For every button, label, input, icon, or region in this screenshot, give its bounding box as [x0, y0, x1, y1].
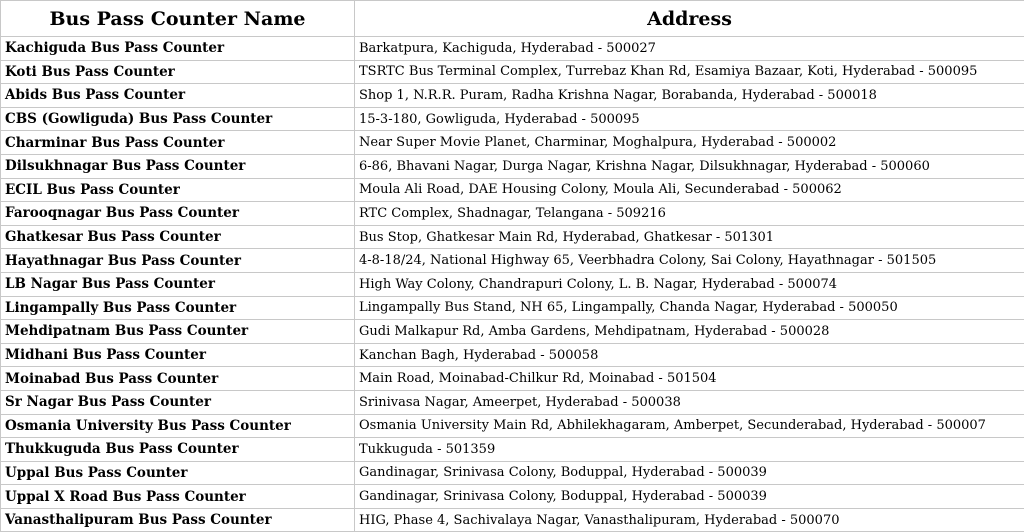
- address-cell: Bus Stop, Ghatkesar Main Rd, Hyderabad, Ghatkesar - 501301: [355, 225, 1024, 249]
- counter-name-cell: Sr Nagar Bus Pass Counter: [1, 390, 355, 414]
- column-header-name: Bus Pass Counter Name: [1, 1, 355, 37]
- table-row: [1, 272, 1024, 296]
- address-cell: Osmania University Main Rd, Abhilekhagaram, Amberpet, Secunderabad, Hyderabad - 500007: [355, 414, 1024, 438]
- table-row: [1, 84, 1024, 108]
- table-row: [1, 131, 1024, 155]
- table-header-row: [1, 1, 1024, 37]
- counter-name-cell: ECIL Bus Pass Counter: [1, 178, 355, 202]
- address-cell: 6-86, Bhavani Nagar, Durga Nagar, Krishna Nagar, Dilsukhnagar, Hyderabad - 500060: [355, 154, 1024, 178]
- table-row: [1, 202, 1024, 226]
- table-row: [1, 107, 1024, 131]
- counter-name-cell: Uppal Bus Pass Counter: [1, 461, 355, 485]
- address-cell: Moula Ali Road, DAE Housing Colony, Moula Ali, Secunderabad - 500062: [355, 178, 1024, 202]
- address-cell: 4-8-18/24, National Highway 65, Veerbhadra Colony, Sai Colony, Hayathnagar - 501505: [355, 249, 1024, 273]
- table-row: [1, 178, 1024, 202]
- address-cell: HIG, Phase 4, Sachivalaya Nagar, Vanasthalipuram, Hyderabad - 500070: [355, 508, 1024, 532]
- column-header-address: Address: [355, 1, 1024, 37]
- counter-name-cell: Ghatkesar Bus Pass Counter: [1, 225, 355, 249]
- table-row: [1, 60, 1024, 84]
- table-row: [1, 367, 1024, 391]
- counter-name-cell: Dilsukhnagar Bus Pass Counter: [1, 154, 355, 178]
- address-cell: Srinivasa Nagar, Ameerpet, Hyderabad - 500038: [355, 390, 1024, 414]
- counter-name-cell: Uppal X Road Bus Pass Counter: [1, 485, 355, 509]
- address-cell: Tukkuguda - 501359: [355, 438, 1024, 462]
- address-cell: Barkatpura, Kachiguda, Hyderabad - 500027: [355, 37, 1024, 61]
- address-cell: Main Road, Moinabad-Chilkur Rd, Moinabad - 501504: [355, 367, 1024, 391]
- counter-name-cell: Koti Bus Pass Counter: [1, 60, 355, 84]
- address-cell: Lingampally Bus Stand, NH 65, Lingampally, Chanda Nagar, Hyderabad - 500050: [355, 296, 1024, 320]
- table-row: [1, 508, 1024, 532]
- table-row: [1, 225, 1024, 249]
- table-row: [1, 249, 1024, 273]
- table-row: [1, 154, 1024, 178]
- counter-name-cell: Hayathnagar Bus Pass Counter: [1, 249, 355, 273]
- counter-name-cell: Thukkuguda Bus Pass Counter: [1, 438, 355, 462]
- table-row: [1, 343, 1024, 367]
- counter-name-cell: Charminar Bus Pass Counter: [1, 131, 355, 155]
- address-cell: High Way Colony, Chandrapuri Colony, L. B. Nagar, Hyderabad - 500074: [355, 272, 1024, 296]
- address-cell: Gandinagar, Srinivasa Colony, Boduppal, Hyderabad - 500039: [355, 485, 1024, 509]
- counter-name-cell: Farooqnagar Bus Pass Counter: [1, 202, 355, 226]
- counter-name-cell: LB Nagar Bus Pass Counter: [1, 272, 355, 296]
- counter-name-cell: Mehdipatnam Bus Pass Counter: [1, 320, 355, 344]
- counter-name-cell: Vanasthalipuram Bus Pass Counter: [1, 508, 355, 532]
- address-cell: TSRTC Bus Terminal Complex, Turrebaz Khan Rd, Esamiya Bazaar, Koti, Hyderabad - 500095: [355, 60, 1024, 84]
- table-row: [1, 296, 1024, 320]
- counter-name-cell: Abids Bus Pass Counter: [1, 84, 355, 108]
- address-cell: Gandinagar, Srinivasa Colony, Boduppal, Hyderabad - 500039: [355, 461, 1024, 485]
- table-body: [1, 37, 1024, 532]
- table-row: [1, 414, 1024, 438]
- counter-name-cell: Moinabad Bus Pass Counter: [1, 367, 355, 391]
- table-row: [1, 320, 1024, 344]
- table-row: [1, 485, 1024, 509]
- counter-name-cell: Kachiguda Bus Pass Counter: [1, 37, 355, 61]
- counter-name-cell: Lingampally Bus Pass Counter: [1, 296, 355, 320]
- table-row: [1, 461, 1024, 485]
- address-cell: 15-3-180, Gowliguda, Hyderabad - 500095: [355, 107, 1024, 131]
- address-cell: Kanchan Bagh, Hyderabad - 500058: [355, 343, 1024, 367]
- table-row: [1, 438, 1024, 462]
- address-cell: Near Super Movie Planet, Charminar, Moghalpura, Hyderabad - 500002: [355, 131, 1024, 155]
- address-cell: RTC Complex, Shadnagar, Telangana - 509216: [355, 202, 1024, 226]
- address-cell: Shop 1, N.R.R. Puram, Radha Krishna Nagar, Borabanda, Hyderabad - 500018: [355, 84, 1024, 108]
- address-cell: Gudi Malkapur Rd, Amba Gardens, Mehdipatnam, Hyderabad - 500028: [355, 320, 1024, 344]
- table-row: [1, 390, 1024, 414]
- counter-name-cell: Osmania University Bus Pass Counter: [1, 414, 355, 438]
- counter-name-cell: CBS (Gowliguda) Bus Pass Counter: [1, 107, 355, 131]
- table-row: [1, 37, 1024, 61]
- counter-name-cell: Midhani Bus Pass Counter: [1, 343, 355, 367]
